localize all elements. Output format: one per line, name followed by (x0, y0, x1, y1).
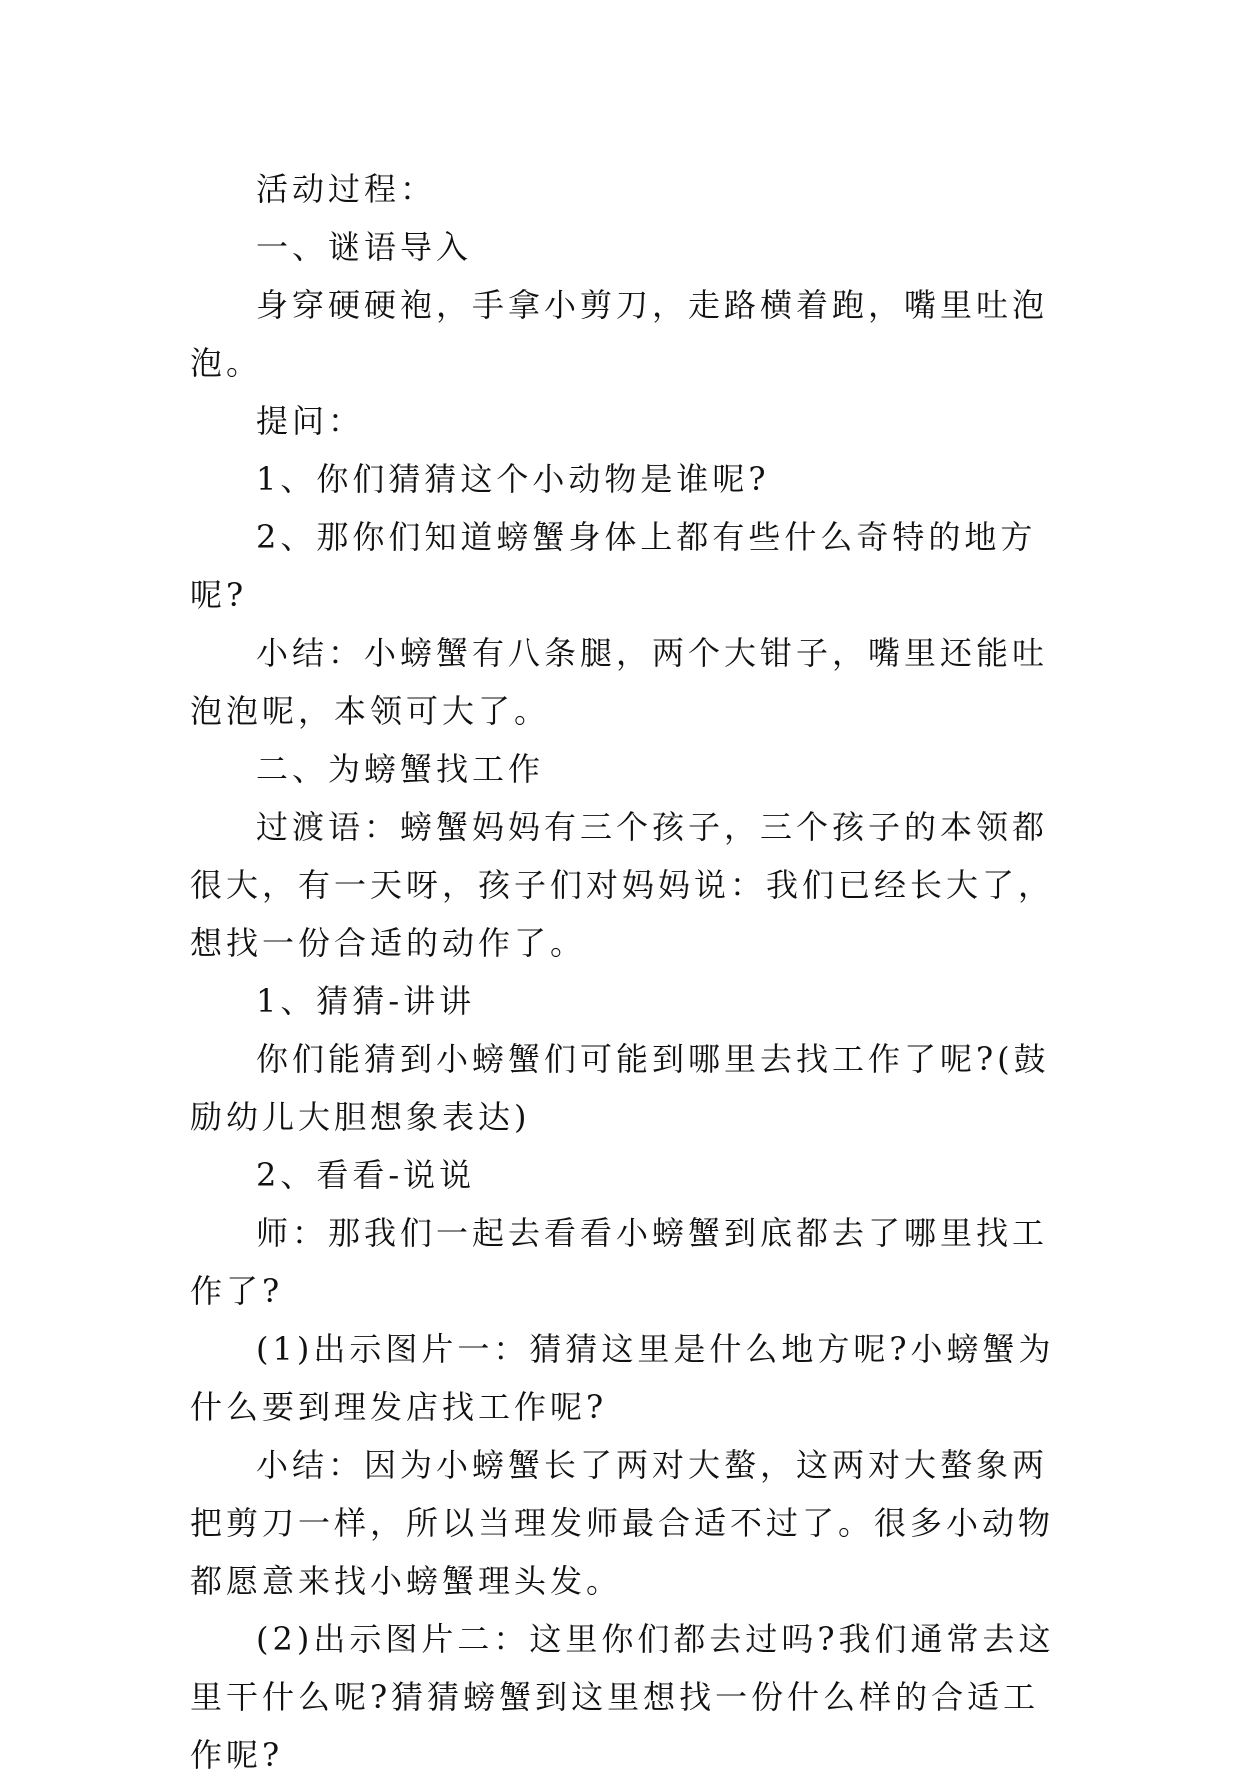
paragraph-picture-one: (1)出示图片一：猜猜这里是什么地方呢?小螃蟹为什么要到理发店找工作呢? (190, 1330, 1055, 1426)
paragraph-teacher-line: 师：那我们一起去看看小螃蟹到底都去了哪里找工作了? (190, 1214, 1049, 1310)
document-body (190, 160, 1070, 1784)
paragraph-activity-process-heading: 活动过程： (256, 170, 437, 208)
paragraph-question-label: 提问： (256, 402, 365, 440)
paragraph-section-one-heading: 一、谜语导入 (256, 228, 473, 266)
paragraph-question-1: 1、你们猜猜这个小动物是谁呢? (256, 460, 770, 498)
paragraph-summary-1: 小结：小螃蟹有八条腿，两个大钳子，嘴里还能吐泡泡呢，本领可大了。 (190, 634, 1049, 730)
paragraph-summary-2: 小结：因为小螃蟹长了两对大螯，这两对大螯象两把剪刀一样，所以当理发师最合适不过了。很多小动物都愿意来找小螃蟹理头发。 (190, 1446, 1055, 1600)
paragraph-transition: 过渡语：螃蟹妈妈有三个孩子，三个孩子的本领都很大，有一天呀，孩子们对妈妈说：我们已经长大了，想找一份合适的动作了。 (190, 808, 1055, 962)
paragraph-picture-two: (2)出示图片二：这里你们都去过吗?我们通常去这里干什么呢?猜猜螃蟹到这里想找一份什么样的合适工作呢? (190, 1620, 1055, 1774)
paragraph-guess-prompt: 你们能猜到小螃蟹们可能到哪里去找工作了呢?(鼓励幼儿大胆想象表达) (190, 1040, 1050, 1136)
paragraph-question-2: 2、那你们知道螃蟹身体上都有些什么奇特的地方呢? (190, 518, 1037, 614)
paragraph-riddle: 身穿硬硬袍，手拿小剪刀，走路横着跑，嘴里吐泡泡。 (190, 286, 1049, 382)
paragraph-section-two-heading: 二、为螃蟹找工作 (256, 750, 545, 788)
paragraph-subsection-guess: 1、猜猜-讲讲 (256, 982, 476, 1020)
paragraph-subsection-look: 2、看看-说说 (256, 1156, 476, 1194)
